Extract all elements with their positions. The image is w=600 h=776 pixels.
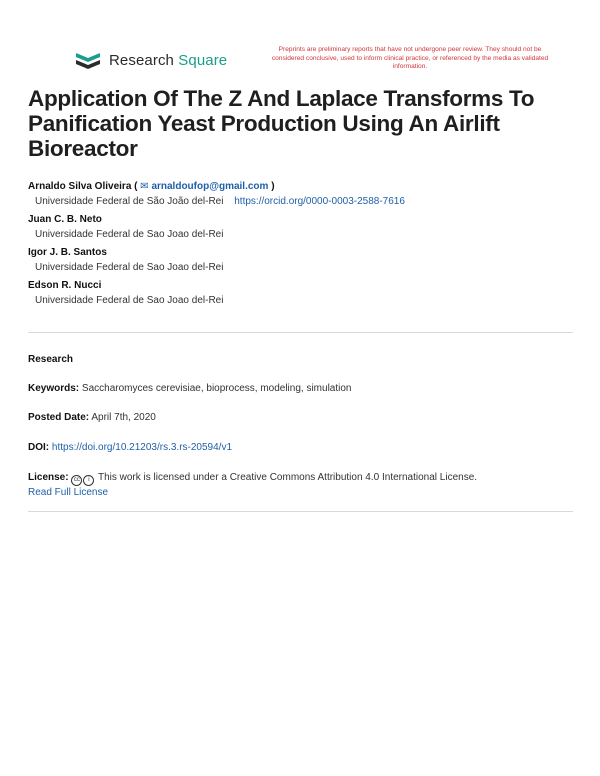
license: License: cc i This work is licensed under a Creative Commons Attribution 4.0 International License. Read Full License (28, 472, 478, 498)
author-affiliation: Universidade Federal de Sao Joao del-Rei (35, 295, 224, 306)
author-item (28, 246, 573, 274)
author-name: Igor J. B. Santos (28, 247, 107, 258)
divider (28, 332, 573, 333)
author-email-link[interactable]: ✉ arnaldoufop@gmail.com (140, 181, 269, 192)
cc-icon: cc (71, 475, 82, 486)
posted-date: Posted Date: April 7th, 2020 (28, 412, 156, 423)
paper-title: Application Of The Z And Laplace Transforms To Panification Yeast Production Using An Airlift Bioreactor (28, 86, 535, 161)
author-affiliation: Universidade Federal de Sao Joao del-Rei (35, 229, 224, 240)
divider (28, 511, 573, 512)
author-name: Juan C. B. Neto (28, 214, 102, 225)
logo-text: Research Square (109, 51, 228, 69)
doi-link[interactable]: https://doi.org/10.21203/rs.3.rs-20594/v1 (51, 442, 233, 453)
preprint-disclaimer: Preprints are preliminary reports that have not undergone peer review. They should not be considered conclusive, used to inform clinical practice, or referenced by the media as validated information. (271, 46, 549, 71)
cc-by-icon: i (83, 475, 94, 486)
author-item (28, 213, 573, 241)
author-item (28, 279, 573, 307)
envelope-icon: ✉ (140, 181, 149, 192)
author-list (28, 180, 573, 312)
research-square-logo[interactable] (74, 50, 227, 70)
author-affiliation: Universidade Federal de São João del-Rei (35, 196, 224, 207)
author-name: Arnaldo Silva Oliveira (28, 181, 132, 192)
author-affiliation: Universidade Federal de Sao Joao del-Rei (35, 262, 224, 273)
research-square-logo-icon (74, 50, 102, 70)
author-name: Edson R. Nucci (28, 280, 102, 291)
orcid-link[interactable]: https://orcid.org/0000-0003-2588-7616 (234, 196, 405, 207)
read-full-license-link[interactable]: Read Full License (28, 487, 109, 498)
keywords: Keywords: Saccharomyces cerevisiae, bioprocess, modeling, simulation (28, 383, 352, 394)
header (0, 44, 600, 84)
article-type: Research (28, 354, 74, 365)
doi: DOI: https://doi.org/10.21203/rs.3.rs-20594/v1 (28, 442, 233, 453)
author-item: Arnaldo Silva Oliveira ( ✉ arnaldoufop@gmail.com ) Universidade Federal de São João del-Rei https://orcid.org/0000-0003-2588-7616 (28, 181, 405, 207)
